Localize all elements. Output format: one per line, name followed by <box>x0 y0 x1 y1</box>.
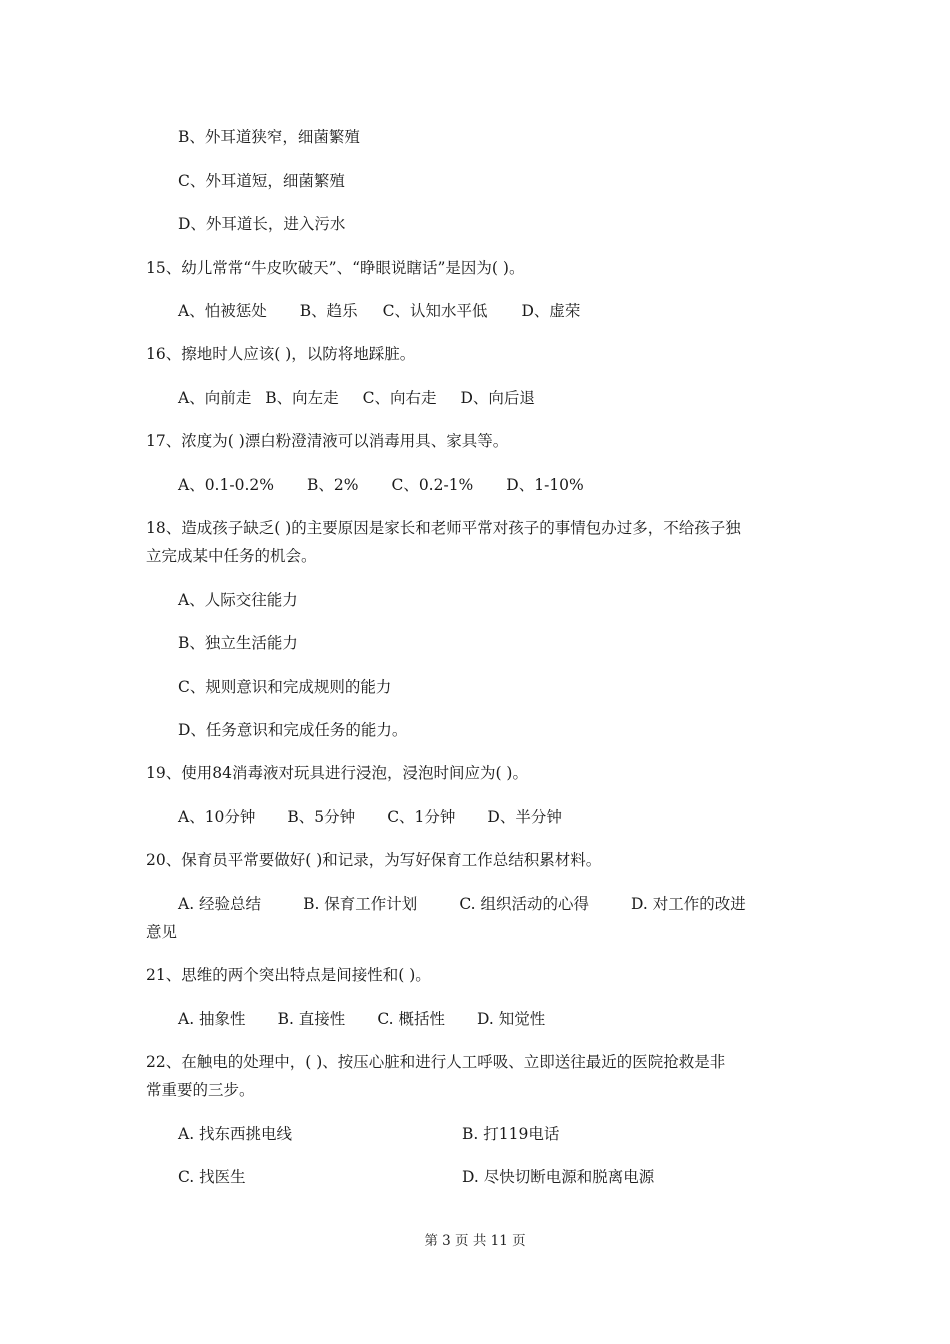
q22-option-d: D. 尽快切断电源和脱离电源 <box>462 1168 655 1186</box>
q17-option-a: A、0.1-0.2% <box>178 476 274 494</box>
q21-option-b: B. 直接性 <box>277 1010 346 1028</box>
q16-option-b: B、向左走 <box>265 389 339 407</box>
q22-option-c: C. 找医生 <box>178 1168 246 1186</box>
q15-option-b: B、趋乐 <box>299 302 358 320</box>
q15-options <box>178 301 580 321</box>
q21-option-d: D. 知觉性 <box>476 1010 546 1028</box>
q17-stem: 17、浓度为( )漂白粉澄清液可以消毒用具、家具等。 <box>146 432 509 450</box>
q20-stem: 20、保育员平常要做好( )和记录，为写好保育工作总结积累材料。 <box>146 851 602 869</box>
q21-option-c: C. 概括性 <box>377 1010 445 1028</box>
q21-options <box>178 1009 545 1029</box>
q16-option-a: A、向前走 <box>178 389 252 407</box>
q19-option-a: A、10分钟 <box>178 808 256 826</box>
q22-stem-line2: 常重要的三步。 <box>146 1081 255 1099</box>
q15-option-d: D、虚荣 <box>521 302 581 320</box>
q17-option-d: D、1-10% <box>506 476 584 494</box>
q17-options <box>178 475 584 495</box>
q18-option-b: B、独立生活能力 <box>178 634 298 652</box>
q18-option-a: A、人际交往能力 <box>178 591 298 609</box>
q20-option-b: B. 保育工作计划 <box>303 895 418 913</box>
q18-option-d: D、任务意识和完成任务的能力。 <box>178 721 408 739</box>
q17-option-b: B、2% <box>306 476 359 494</box>
q18-stem-line1: 18、造成孩子缺乏( )的主要原因是家长和老师平常对孩子的事情包办过多，不给孩子独 <box>146 519 741 537</box>
q14-option-c: C、外耳道短，细菌繁殖 <box>178 172 345 190</box>
q20-continuation: 意见 <box>146 923 178 941</box>
q16-option-c: C、向右走 <box>362 389 437 407</box>
q14-option-d: D、外耳道长，进入污水 <box>178 215 346 233</box>
q16-stem: 16、擦地时人应该( )，以防将地踩脏。 <box>146 345 416 363</box>
q19-option-d: D、半分钟 <box>487 808 562 826</box>
q15-stem: 15、幼儿常常“牛皮吹破天”、“睁眼说瞎话”是因为( )。 <box>146 259 525 277</box>
q19-options <box>178 807 562 827</box>
q22-option-a: A. 找东西挑电线 <box>178 1125 293 1143</box>
q20-options <box>178 894 746 914</box>
q20-option-d: D. 对工作的改进 <box>630 895 746 913</box>
page-footer: 第 3 页 共 11 页 <box>424 1233 526 1249</box>
q14-option-b: B、外耳道狭窄，细菌繁殖 <box>178 128 360 146</box>
q15-option-a: A、怕被惩处 <box>178 302 267 320</box>
q21-option-a: A. 抽象性 <box>178 1010 246 1028</box>
q20-option-a: A. 经验总结 <box>178 895 262 913</box>
q19-option-b: B、5分钟 <box>287 808 356 826</box>
q22-stem-line1: 22、在触电的处理中，( )、按压心脏和进行人工呼吸、立即送往最近的医院抢救是非 <box>146 1053 726 1071</box>
q19-stem: 19、使用84消毒液对玩具进行浸泡，浸泡时间应为( )。 <box>146 764 528 782</box>
q19-option-c: C、1分钟 <box>387 808 456 826</box>
q16-options <box>178 388 535 408</box>
q18-stem-line2: 立完成某中任务的机会。 <box>146 547 317 565</box>
q22-option-b: B. 打119电话 <box>462 1125 560 1143</box>
q18-option-c: C、规则意识和完成规则的能力 <box>178 678 392 696</box>
q20-option-c: C. 组织活动的心得 <box>459 895 589 913</box>
q16-option-d: D、向后退 <box>460 389 535 407</box>
q17-option-c: C、0.2-1% <box>391 476 474 494</box>
q15-option-c: C、认知水平低 <box>382 302 488 320</box>
q21-stem: 21、思维的两个突出特点是间接性和( )。 <box>146 966 431 984</box>
